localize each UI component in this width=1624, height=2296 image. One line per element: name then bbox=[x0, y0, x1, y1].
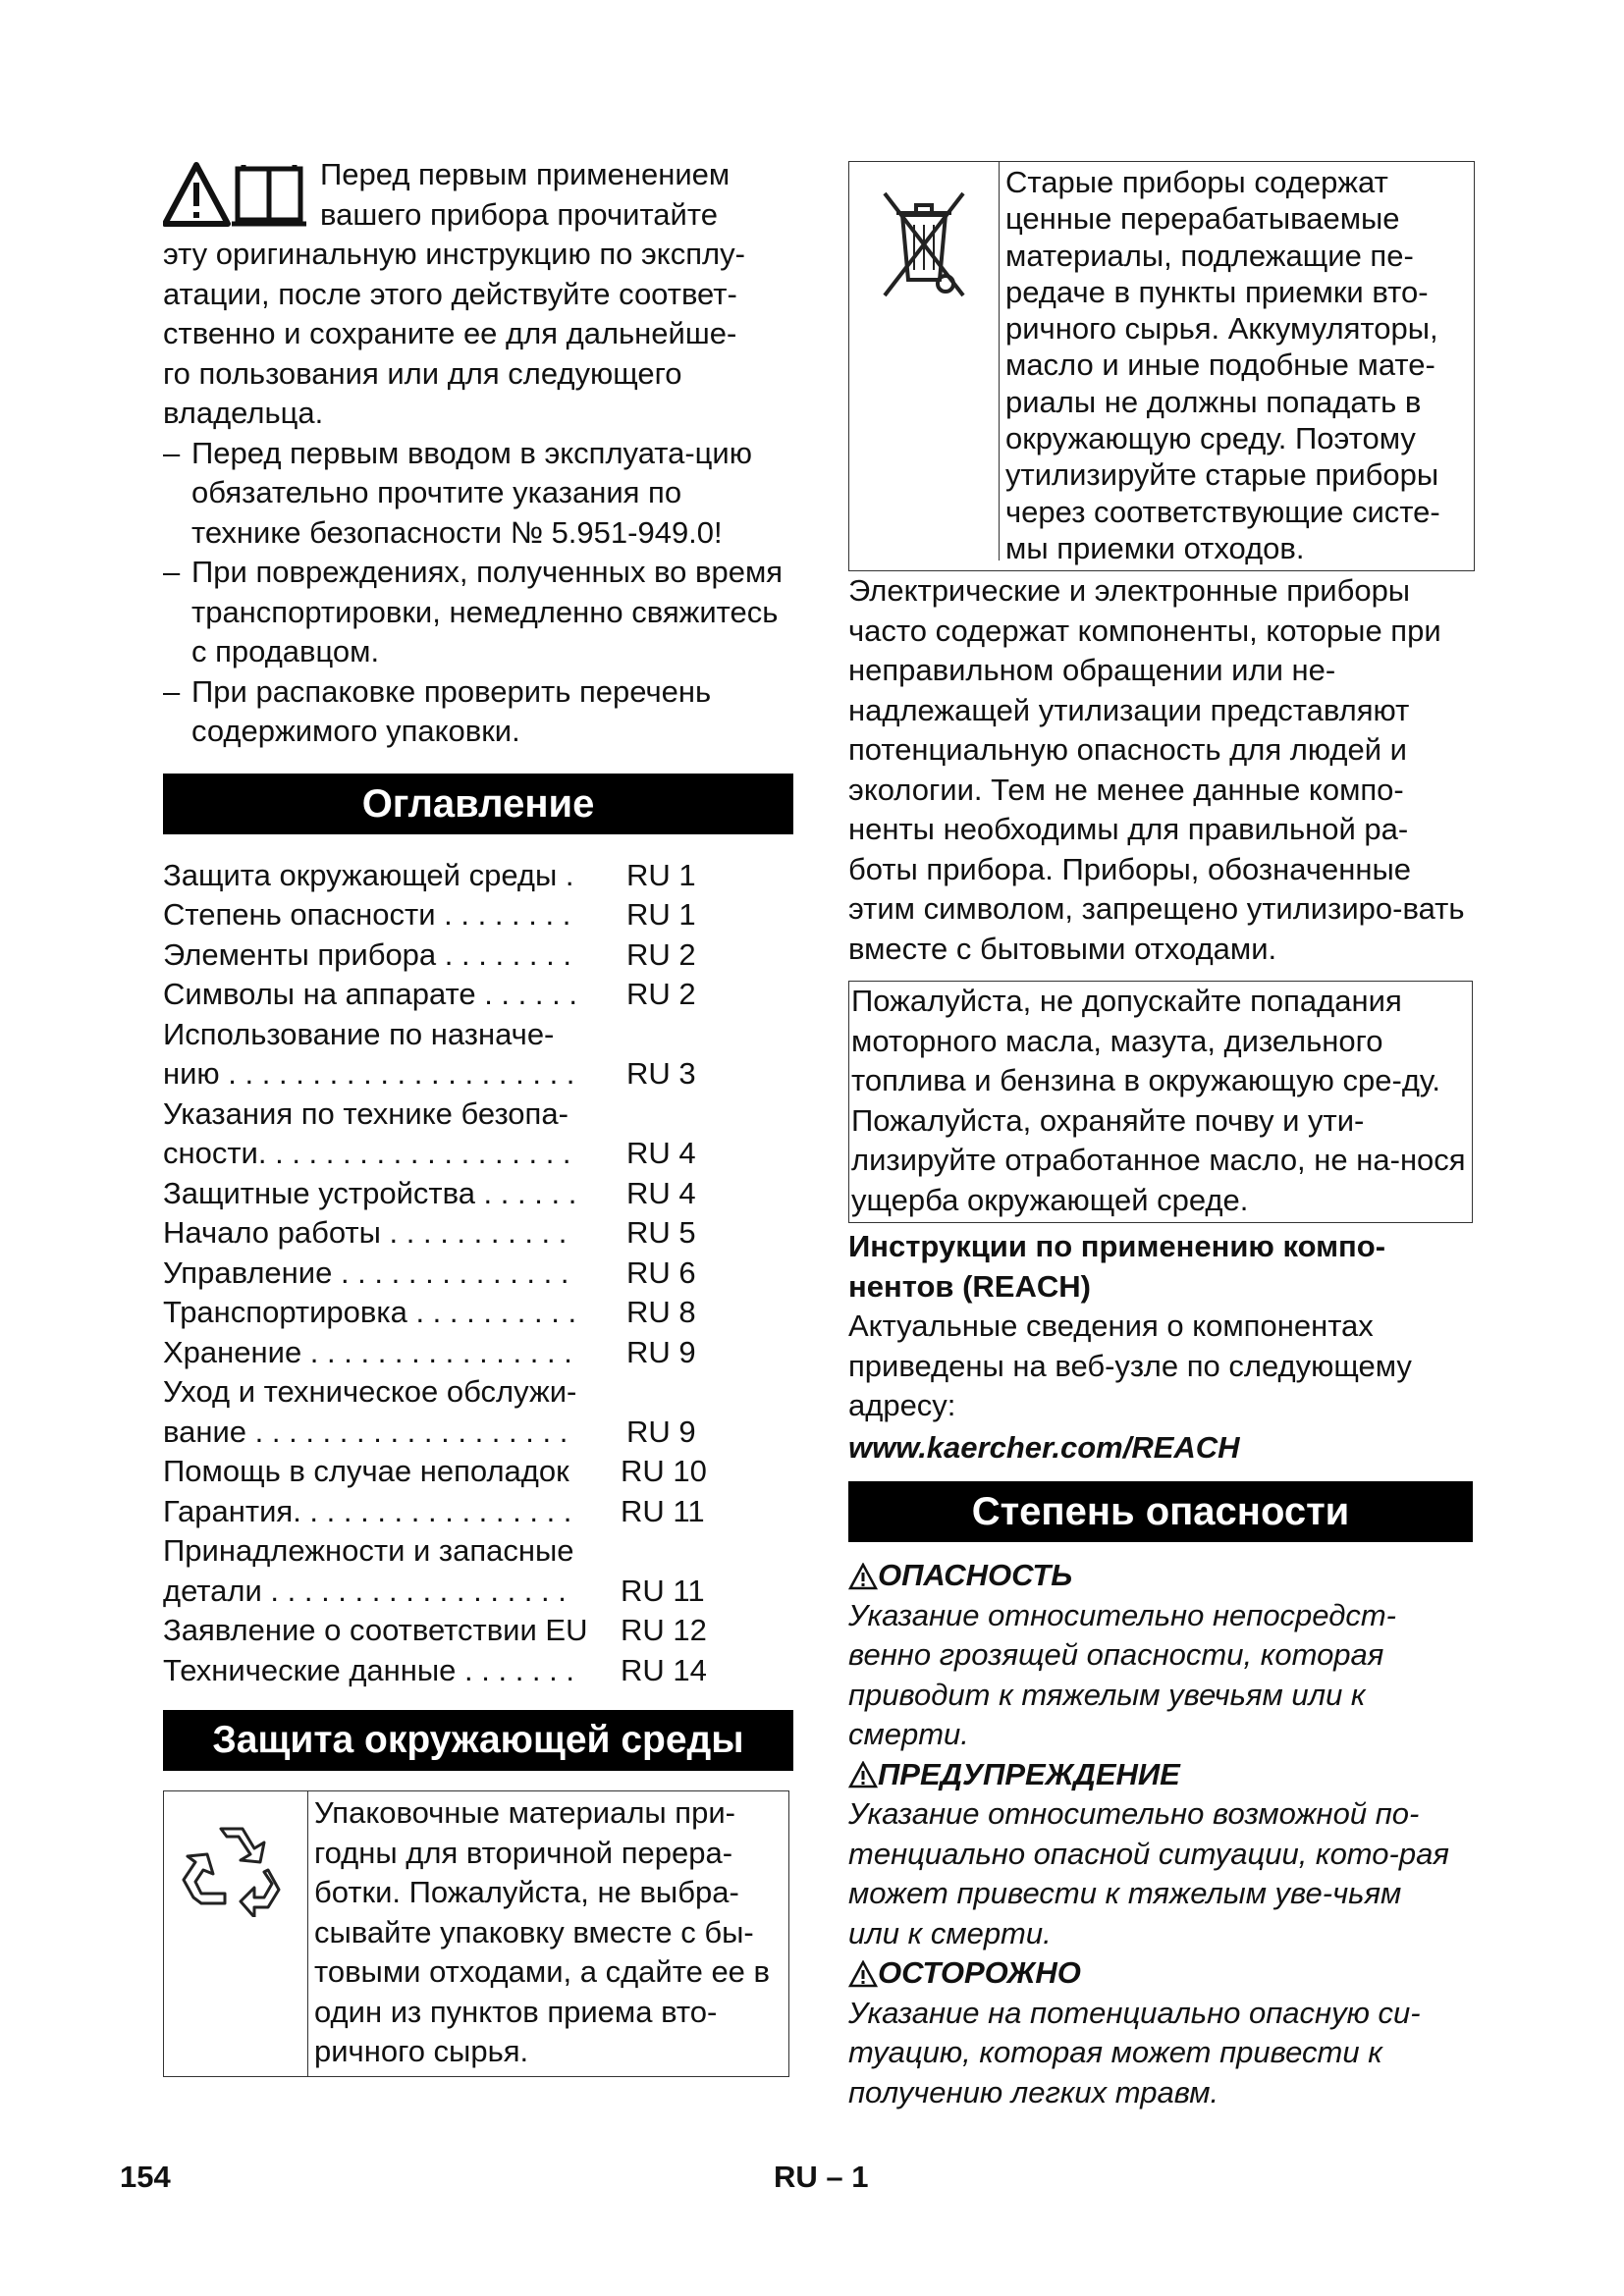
intro-line: вашего прибора прочитайте bbox=[320, 196, 718, 232]
warning-triangle-icon bbox=[848, 1960, 878, 1988]
warning-triangle-icon bbox=[848, 1761, 878, 1789]
toc-page: RU 3 bbox=[626, 1056, 696, 1091]
warning-triangle-icon bbox=[165, 165, 228, 224]
warning-triangle-icon bbox=[848, 1563, 878, 1590]
toc-page: RU 2 bbox=[626, 936, 696, 972]
toc-row[interactable] bbox=[163, 1134, 793, 1174]
toc-row[interactable] bbox=[163, 1333, 793, 1373]
intro-line: ственно и сохраните ее для дальнейше- bbox=[163, 316, 737, 350]
old-devices-box bbox=[848, 161, 1475, 571]
toc-row[interactable] bbox=[163, 1531, 793, 1572]
toc-row[interactable] bbox=[163, 1213, 793, 1254]
toc-title: вание . . . . . . . . . . . . . . . . . . . bbox=[163, 1414, 568, 1449]
toc-row[interactable] bbox=[163, 1095, 793, 1135]
crossed-bin-icon-cell bbox=[849, 162, 1000, 561]
toc-page: RU 9 bbox=[626, 1334, 696, 1369]
reach-text: Актуальные сведения о компонентах приведены на веб-узле по следующему адресу: bbox=[848, 1308, 1412, 1423]
toc-page: RU 4 bbox=[626, 1175, 696, 1210]
intro-line: эту оригинальную инструкцию по эксплу- bbox=[163, 237, 745, 271]
toc-row[interactable] bbox=[163, 1492, 793, 1532]
precaution-list bbox=[163, 434, 791, 752]
toc-row[interactable] bbox=[163, 1054, 793, 1095]
toc-row[interactable] bbox=[163, 1413, 793, 1453]
toc-heading: Оглавление bbox=[163, 774, 793, 834]
toc-title: Хранение . . . . . . . . . . . . . . . . bbox=[163, 1334, 572, 1369]
precaution-item: – При повреждениях, полученных во время транспортировки, немедленно свяжитесь с продавцом. bbox=[163, 553, 785, 672]
hazard-label-caution: ОСТОРОЖНО bbox=[848, 1953, 1457, 1994]
toc-row[interactable] bbox=[163, 856, 793, 896]
recycle-icon bbox=[182, 1819, 290, 1917]
packaging-text: Упаковочные материалы при-годны для вторичной перера-ботки. Пожалуйста, не выбра-сывайте упаковку вместе с бы-товыми отходами, а сдайте ее в один из пунктов приема вто-ричного сырья. bbox=[314, 1795, 771, 2068]
toc-title: Начало работы . . . . . . . . . . . bbox=[163, 1215, 568, 1250]
toc-page: RU 9 bbox=[626, 1414, 696, 1449]
hazard-text-caution: Указание на потенциально опасную си-туацию, которая может привести к получению легких травм. bbox=[848, 1995, 1421, 2109]
hazard-label-danger: ОПАСНОСТЬ bbox=[848, 1556, 1457, 1596]
toc-title: Использование по назначе- bbox=[163, 1016, 555, 1051]
toc-row[interactable] bbox=[163, 1572, 793, 1612]
toc-title: сности. . . . . . . . . . . . . . . . . . . bbox=[163, 1136, 571, 1170]
toc-page: RU 1 bbox=[626, 857, 696, 892]
precaution-item: – Перед первым вводом в эксплуата-цию обязательно прочтите указания по технике безопасности № 5.951-949.0! bbox=[163, 434, 785, 554]
electronic-devices-text: Электрические и электронные приборы часто содержат компоненты, которые при неправильном обращении или не-надлежащей утилизации представляют потенциальную опасность для людей и экологии. Тем не менее данные компо-ненты необходимы для правильной ра-боты прибора. Приборы, обозначенные этим символом, запрещено утилизиро-вать вместе с бытовыми отходами. bbox=[848, 573, 1465, 966]
reach-heading: Инструкции по применению компо-нентов (REACH) bbox=[848, 1229, 1386, 1304]
right-column bbox=[774, 155, 1477, 2194]
toc-title: нию . . . . . . . . . . . . . . . . . . . . . bbox=[163, 1056, 575, 1091]
toc-row[interactable] bbox=[163, 1611, 793, 1651]
toc-page: RU 4 bbox=[626, 1136, 696, 1170]
precaution-item: – При распаковке проверить перечень содержимого упаковки. bbox=[163, 672, 761, 752]
toc-row[interactable] bbox=[163, 935, 793, 976]
toc-title: Уход и техническое обслужи- bbox=[163, 1374, 577, 1409]
toc-title: Заявление о соответствии EU bbox=[163, 1613, 588, 1647]
toc-row[interactable] bbox=[163, 1015, 793, 1055]
oil-notice-box: Пожалуйста, не допускайте попадания моторного масла, мазута, дизельного топлива и бензина в окружающую сре-ду. Пожалуйста, охраняйте почву и ути-лизируйте отработанное масло, не на-нося ущерба окружающей среде. bbox=[848, 981, 1473, 1223]
toc-title: Помощь в случае неполадок bbox=[163, 1454, 569, 1488]
toc-title: Защитные устройства . . . . . . bbox=[163, 1175, 577, 1210]
toc-page: RU 12 bbox=[621, 1613, 707, 1647]
toc-title: Указания по технике безопа- bbox=[163, 1095, 568, 1131]
recycle-icon-cell bbox=[164, 1791, 308, 2076]
toc-row[interactable] bbox=[163, 1254, 793, 1294]
toc-row[interactable] bbox=[163, 1293, 793, 1333]
toc-title: Степень опасности . . . . . . . . bbox=[163, 897, 571, 932]
intro-block bbox=[163, 155, 793, 434]
toc-page: RU 10 bbox=[621, 1454, 707, 1488]
toc-title: Транспортировка . . . . . . . . . . bbox=[163, 1295, 577, 1329]
toc-row[interactable] bbox=[163, 895, 793, 935]
hazard-text-warning: Указание относительно возможной по-тенциально опасной ситуации, кото-рая может привести к тяжелым уве-чьям или к смерти. bbox=[848, 1796, 1449, 1950]
toc-title: детали . . . . . . . . . . . . . . . . . . bbox=[163, 1573, 567, 1608]
packaging-box bbox=[163, 1790, 789, 2077]
toc-title: Технические данные . . . . . . . bbox=[163, 1652, 574, 1687]
toc-page: RU 6 bbox=[626, 1255, 696, 1290]
toc-title: Гарантия. . . . . . . . . . . . . . . . . bbox=[163, 1493, 572, 1528]
reach-link[interactable]: www.kaercher.com/REACH bbox=[848, 1429, 1240, 1465]
left-column bbox=[120, 155, 793, 2194]
page-number: 154 bbox=[120, 2160, 171, 2194]
toc-row[interactable] bbox=[163, 1174, 793, 1214]
toc-page: RU 1 bbox=[626, 897, 696, 932]
intro-line: владельца. bbox=[163, 396, 324, 430]
manual-book-icon bbox=[232, 165, 306, 224]
section-page-label: RU – 1 bbox=[774, 2160, 869, 2194]
hazard-label-warning: ПРЕДУПРЕЖДЕНИЕ bbox=[848, 1755, 1457, 1795]
toc-row[interactable] bbox=[163, 975, 793, 1015]
hazard-heading: Степень опасности bbox=[848, 1481, 1473, 1542]
toc-page: RU 8 bbox=[626, 1295, 696, 1329]
table-of-contents bbox=[163, 856, 793, 1691]
hazard-levels bbox=[848, 1556, 1457, 2112]
old-devices-text: Старые приборы содержат ценные перерабатываемые материалы, подлежащие пе-редаче в пункты приемки вто-ричного сырья. Аккумуляторы, масло и иные подобные мате-риалы не должны попадать в окружающую среду. Поэтому утилизируйте старые приборы через соответствующие систе-мы приемки отходов. bbox=[1005, 165, 1440, 565]
toc-page: RU 5 bbox=[626, 1215, 696, 1250]
environment-heading: Защита окружающей среды bbox=[163, 1710, 793, 1771]
warning-manual-icon bbox=[163, 159, 308, 234]
toc-row[interactable] bbox=[163, 1372, 793, 1413]
toc-page: RU 14 bbox=[621, 1652, 707, 1687]
toc-title: Принадлежности и запасные bbox=[163, 1533, 574, 1568]
crossed-bin-icon bbox=[875, 186, 973, 303]
toc-title: Символы на аппарате . . . . . . bbox=[163, 977, 577, 1011]
toc-page: RU 11 bbox=[621, 1573, 705, 1608]
toc-row[interactable] bbox=[163, 1452, 793, 1492]
hazard-text-danger: Указание относительно непосредст-венно грозящей опасности, которая приводит к тяжелым увечьям или к смерти. bbox=[848, 1597, 1396, 1752]
toc-title: Защита окружающей среды . bbox=[163, 857, 574, 892]
intro-line: го пользования или для следующего bbox=[163, 355, 682, 391]
intro-line: атации, после этого действуйте соответ- bbox=[163, 276, 737, 311]
toc-title: Элементы прибора . . . . . . . . bbox=[163, 936, 571, 972]
toc-title: Управление . . . . . . . . . . . . . . bbox=[163, 1255, 569, 1290]
intro-line: Перед первым применением bbox=[320, 157, 731, 191]
toc-row[interactable] bbox=[163, 1651, 793, 1691]
toc-page: RU 2 bbox=[626, 977, 696, 1011]
toc-page: RU 11 bbox=[621, 1493, 705, 1528]
